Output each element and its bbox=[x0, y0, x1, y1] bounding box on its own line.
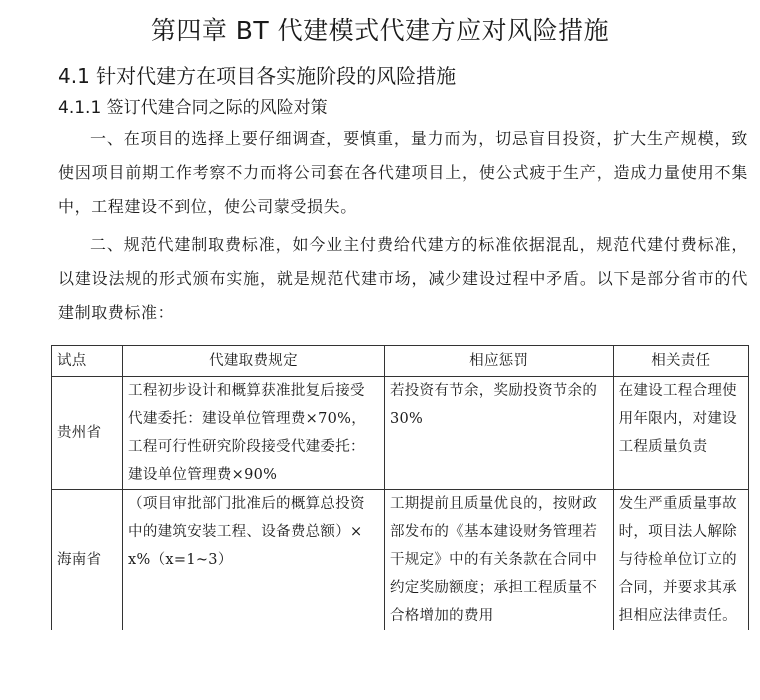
header-responsibility: 相关责任 bbox=[613, 346, 748, 377]
table-row bbox=[52, 377, 749, 490]
cell-site: 海南省 bbox=[52, 490, 123, 631]
section-title: 4.1 针对代建方在项目各实施阶段的风险措施 bbox=[58, 64, 457, 88]
cell-penalty: 工期提前且质量优良的，按财政部发布的《基本建设财务管理若干规定》中的有关条款在合同中约定奖励额度；承担工程质量不合格增加的费用 bbox=[384, 490, 613, 631]
cell-responsibility: 发生严重质量事故时，项目法人解除与待检单位订立的合同，并要求其承担相应法律责任。 bbox=[613, 490, 748, 631]
table-header-row bbox=[52, 346, 749, 377]
header-site: 试点 bbox=[52, 346, 123, 377]
cell-fee-rule: 工程初步设计和概算获准批复后接受代建委托：建设单位管理费×70%，工程可行性研究阶段接受代建委托：建设单位管理费×90% bbox=[123, 377, 385, 490]
header-penalty: 相应惩罚 bbox=[384, 346, 613, 377]
header-fee-rule: 代建取费规定 bbox=[123, 346, 385, 377]
cell-site: 贵州省 bbox=[52, 377, 123, 490]
cell-penalty: 若投资有节余，奖励投资节余的 30% bbox=[384, 377, 613, 490]
table-row bbox=[52, 490, 749, 631]
cell-responsibility: 在建设工程合理使用年限内，对建设工程质量负责 bbox=[613, 377, 748, 490]
cell-fee-rule: （项目审批部门批准后的概算总投资中的建筑安装工程、设备费总额）×x%（x=1~3） bbox=[123, 490, 385, 631]
subsection-title: 4.1.1 签订代建合同之际的风险对策 bbox=[58, 98, 328, 118]
paragraph-fee-standard: 二、规范代建制取费标准，如今业主付费给代建方的标准依据混乱，规范代建付费标准，以建设法规的形式颁布实施，就是规范代建市场，减少建设过程中矛盾。以下是部分省市的代建制取费标准： bbox=[58, 235, 748, 322]
paragraph-project-selection: 一、在项目的选择上要仔细调查，要慎重，量力而为，切忌盲目投资，扩大生产规模，致使因项目前期工作考察不力而将公司套在各代建项目上，使公式疲于生产，造成力量使用不集中，工程建设不到位，使公司蒙受损失。 bbox=[58, 129, 748, 216]
fee-standard-table bbox=[51, 345, 749, 630]
chapter-title: 第四章 BT 代建模式代建方应对风险措施 bbox=[150, 16, 610, 45]
